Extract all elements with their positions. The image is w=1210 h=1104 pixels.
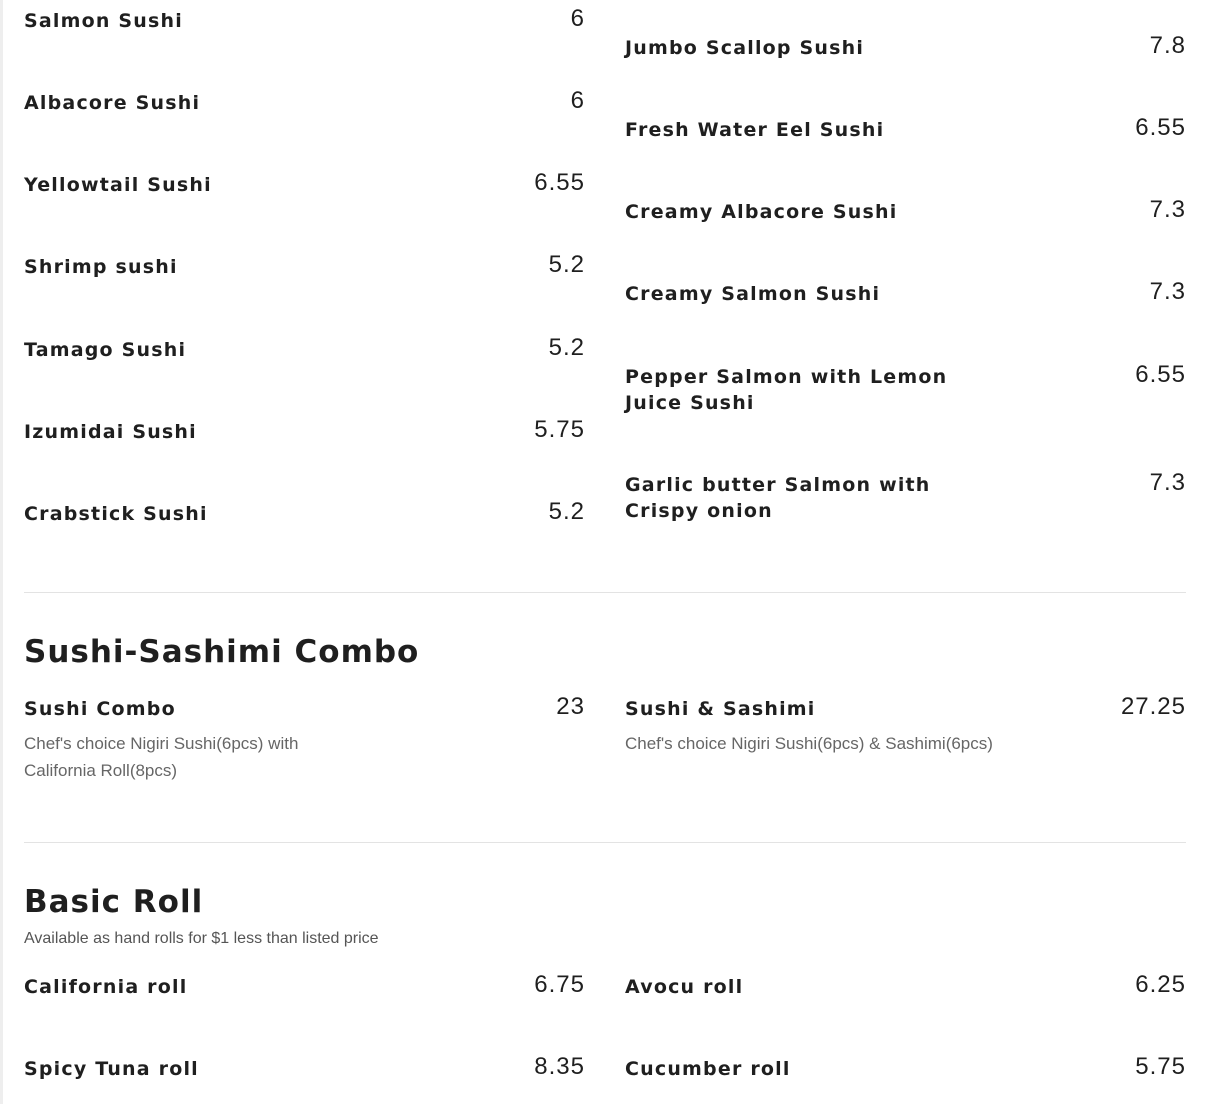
menu-item-name: Sushi & Sashimi [625, 698, 816, 720]
menu-item-fresh-water-eel-sushi[interactable] [625, 114, 1186, 143]
menu-item-description: Chef's choice Nigiri Sushi(6pcs) & Sashimi(6pcs) [625, 734, 993, 753]
menu-item-name: Salmon Sushi [24, 10, 183, 32]
menu-item-salmon-sushi[interactable] [24, 5, 585, 34]
menu-item-name: Spicy Tuna roll [24, 1058, 199, 1080]
menu-item-price: 7.3 [1149, 278, 1186, 305]
menu-item-albacore-sushi[interactable] [24, 87, 585, 116]
menu-item-name: Avocu roll [625, 976, 744, 998]
menu-item-pepper-salmon-sushi[interactable] [625, 361, 1186, 416]
menu-item-description: Chef's choice Nigiri Sushi(6pcs) with California Roll(8pcs) [24, 734, 299, 780]
menu-item-tamago-sushi[interactable] [24, 334, 585, 363]
menu-item-name: Yellowtail Sushi [24, 174, 212, 196]
menu-item-name: Jumbo Scallop Sushi [625, 37, 865, 59]
menu-item-price: 5.2 [548, 334, 585, 361]
menu-item-crabstick-sushi[interactable] [24, 498, 585, 527]
menu-item-name: Albacore Sushi [24, 92, 201, 114]
menu-item-price: 6.25 [1135, 971, 1186, 998]
menu-item-price: 6.55 [534, 169, 585, 196]
menu-item-name: Creamy Albacore Sushi [625, 201, 898, 223]
menu-item-name: Tamago Sushi [24, 339, 187, 361]
menu-item-price: 6 [570, 87, 585, 114]
section-divider [24, 842, 1186, 843]
menu-item-izumidai-sushi[interactable] [24, 416, 585, 445]
section-title-basic-roll: Basic Roll [24, 884, 204, 920]
menu-item-price: 5.2 [548, 251, 585, 278]
menu-item-sushi-combo[interactable] [24, 693, 585, 784]
menu-item-creamy-albacore-sushi[interactable] [625, 196, 1186, 225]
menu-item-jumbo-scallop-sushi[interactable] [625, 32, 1186, 61]
menu-item-california-roll[interactable] [24, 971, 585, 1000]
menu-item-name: Crabstick Sushi [24, 503, 208, 525]
menu-item-name: Creamy Salmon Sushi [625, 283, 881, 305]
menu-item-name: Shrimp sushi [24, 256, 178, 278]
menu-item-shrimp-sushi[interactable] [24, 251, 585, 280]
section-title-combo: Sushi-Sashimi Combo [24, 634, 420, 670]
menu-item-price: 7.8 [1149, 32, 1186, 59]
menu-item-yellowtail-sushi[interactable] [24, 169, 585, 198]
menu-item-price: 5.75 [1135, 1053, 1186, 1080]
menu-item-cucumber-roll[interactable] [625, 1053, 1186, 1082]
section-note: Available as hand rolls for $1 less than listed price [24, 930, 379, 947]
menu-item-avocu-roll[interactable] [625, 971, 1186, 1000]
menu-item-spicy-tuna-roll[interactable] [24, 1053, 585, 1082]
menu-item-name: Sushi Combo [24, 698, 176, 720]
menu-item-price: 8.35 [534, 1053, 585, 1080]
menu-item-price: 5.2 [548, 498, 585, 525]
menu-item-price: 6 [570, 5, 585, 32]
menu-item-name: Cucumber roll [625, 1058, 791, 1080]
menu-item-price: 5.75 [534, 416, 585, 443]
page-left-border [0, 0, 3, 1104]
menu-item-price: 27.25 [1120, 693, 1186, 720]
menu-item-price: 6.75 [534, 971, 585, 998]
menu-item-sushi-and-sashimi[interactable] [625, 693, 1186, 757]
menu-item-price: 6.55 [1135, 114, 1186, 141]
menu-item-name: Garlic butter Salmon with Crispy onion [625, 474, 931, 522]
menu-item-name: Pepper Salmon with Lemon Juice Sushi [625, 366, 948, 414]
menu-item-garlic-butter-salmon[interactable] [625, 469, 1186, 524]
menu-item-price: 7.3 [1149, 469, 1186, 496]
menu-item-name: Izumidai Sushi [24, 421, 197, 443]
menu-item-price: 7.3 [1149, 196, 1186, 223]
menu-item-creamy-salmon-sushi[interactable] [625, 278, 1186, 307]
menu-item-price: 23 [556, 693, 585, 720]
menu-item-name: Fresh Water Eel Sushi [625, 119, 885, 141]
menu-item-name: California roll [24, 976, 188, 998]
menu-item-price: 6.55 [1135, 361, 1186, 388]
section-divider [24, 592, 1186, 593]
